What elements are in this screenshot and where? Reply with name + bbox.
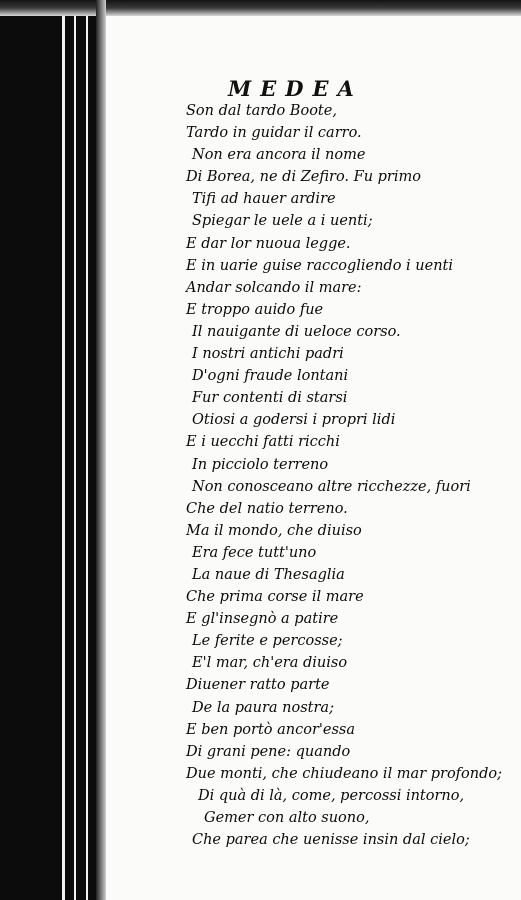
- verse-line: E troppo auido fue: [186, 301, 324, 318]
- verse-line: Non conosceano altre ricchezze, fuori: [192, 478, 471, 495]
- book-gutter-shadow: [0, 0, 104, 900]
- page-top-shadow: [0, 0, 521, 16]
- running-head: MEDEA: [228, 76, 363, 101]
- verse-line: D'ogni fraude lontani: [192, 368, 349, 385]
- verse-line: Ma il mondo, che diuiso: [186, 522, 362, 539]
- verse-line: Tardo in guidar il carro.: [186, 125, 362, 142]
- verse-line: Che prima corse il mare: [186, 589, 364, 606]
- verse-line: Spiegar le uele a i uenti;: [192, 213, 373, 230]
- verse-line: E'l mar, ch'era diuiso: [192, 655, 348, 672]
- verse-line: Fur contenti di starsi: [192, 390, 348, 407]
- page-edge: [96, 0, 106, 900]
- verse-line: Di grani pene: quando: [186, 743, 351, 760]
- verse-line: E in uarie guise raccogliendo i uenti: [186, 257, 454, 274]
- verse-line: E gl'insegnò a patire: [186, 611, 339, 628]
- verse-line: Che parea che uenisse insin dal cielo;: [192, 832, 470, 849]
- verse-line: Due monti, che chiudeano il mar profondo;: [186, 765, 503, 782]
- verse-line: Otiosi a godersi i propri lidi: [192, 412, 396, 429]
- verse-line: E dar lor nuoua legge.: [186, 235, 351, 252]
- verse-line: Era fece tutt'uno: [192, 544, 317, 561]
- verse-line: Di Borea, ne di Zefiro. Fu primo: [186, 169, 421, 186]
- verse-line: E ben portò ancor'essa: [186, 721, 355, 738]
- verse-line: Diuener ratto parte: [186, 677, 330, 694]
- verse-line: De la paura nostra;: [192, 699, 334, 716]
- verse-line: Son dal tardo Boote,: [186, 103, 337, 119]
- verse-line: Di quà di là, come, percossi intorno,: [198, 787, 465, 804]
- verse-line: Andar solcando il mare:: [186, 279, 362, 296]
- verse-line: La naue di Thesaglia: [192, 566, 345, 583]
- verse-line: Il nauigante di ueloce corso.: [192, 323, 401, 340]
- verse-line: Che del natio terreno.: [186, 500, 348, 517]
- verse-line: In picciolo terreno: [192, 456, 329, 473]
- verse-line: Tifi ad hauer ardire: [192, 191, 336, 208]
- verse-line: E i uecchi fatti ricchi: [186, 434, 340, 451]
- verse-line: Le ferite e percosse;: [192, 633, 343, 650]
- verse-block: [186, 100, 502, 851]
- verse-line: Gemer con alto suono,: [204, 810, 370, 826]
- verse-line: Non era ancora il nome: [192, 147, 366, 164]
- verse-line: I nostri antichi padri: [192, 346, 344, 363]
